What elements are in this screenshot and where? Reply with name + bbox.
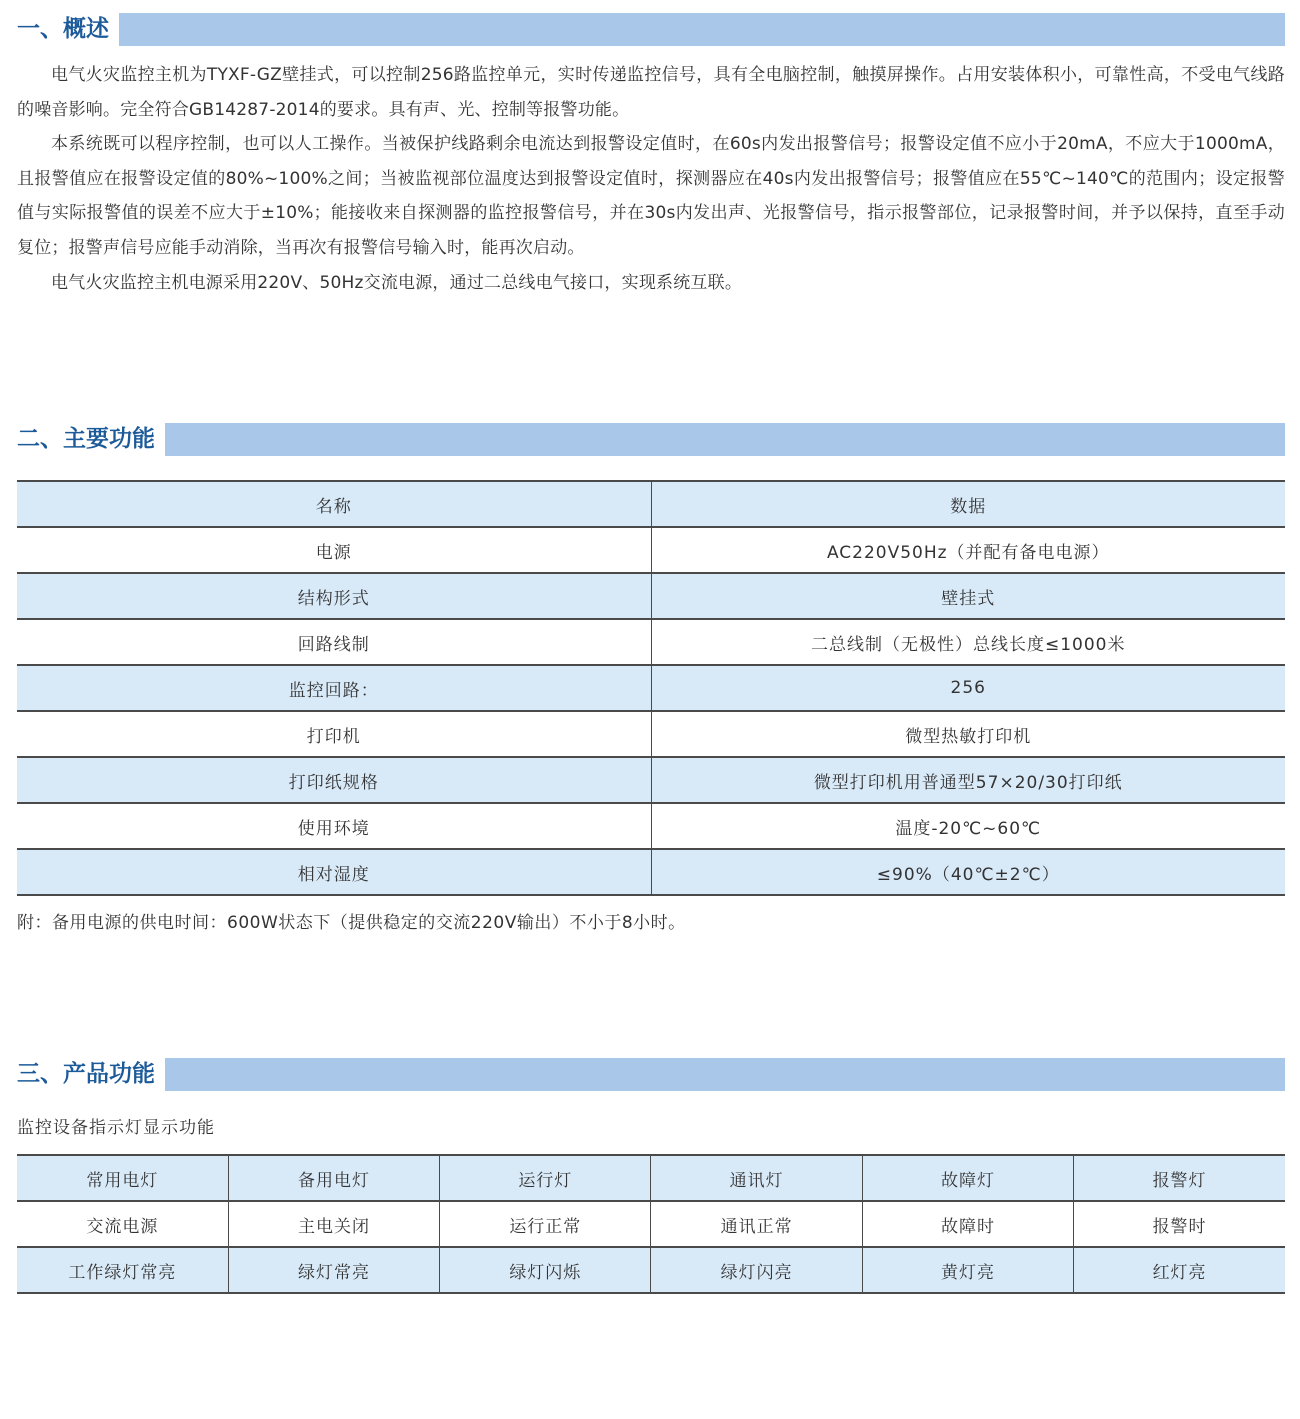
product-header [17,1057,1285,1091]
table-row [17,619,1285,665]
indicator-cell: 绿灯闪亮 [651,1247,862,1293]
indicator-cell: 通讯正常 [651,1201,862,1247]
spec-value-cell: 壁挂式 [651,573,1285,619]
spec-value-cell: 微型打印机用普通型57×20/30打印纸 [651,757,1285,803]
indicator-header-row [17,1155,1285,1201]
functions-header [17,422,1285,456]
indicator-cell: 交流电源 [17,1201,228,1247]
overview-body [17,58,1285,300]
spec-name-cell: 回路线制 [17,619,651,665]
indicator-cell: 报警灯 [1074,1155,1285,1201]
spec-table [17,480,1285,896]
backup-power-note: 附：备用电源的供电时间：600W状态下（提供稳定的交流220V输出）不小于8小时。 [17,913,686,933]
table-row [17,527,1285,573]
indicator-cell: 运行正常 [440,1201,651,1247]
spec-name-cell: 相对湿度 [17,849,651,895]
overview-paragraph: 本系统既可以程序控制，也可以人工操作。当被保护线路剩余电流达到报警设定值时，在60s内发出报警信号；报警设定值不应小于20mA，不应大于1000mA，且报警值应在报警设定值的80%~100%之间；当被监视部位温度达到报警设定值时，探测器应在40s内发出报警信号；报警值应在55℃~140℃的范围内；设定报警值与实际报警值的误差不应大于±10%；能接收来自探测器的监控报警信号，并在30s内发出声、光报警信号，指示报警部位，记录报警时间，并予以保持，直至手动复位；报警声信号应能手动消除，当再次有报警信号输入时，能再次启动。 [17,134,1285,258]
spec-value-cell: 256 [651,665,1285,711]
indicator-cell: 绿灯闪烁 [440,1247,651,1293]
indicator-cell: 常用电灯 [17,1155,228,1201]
table-row [17,757,1285,803]
indicator-cell: 运行灯 [440,1155,651,1201]
table-row [17,1247,1285,1293]
indicator-cell: 故障时 [862,1201,1073,1247]
functions-title-bar [165,423,1285,456]
indicator-cell: 主电关闭 [228,1201,439,1247]
table-row [17,849,1285,895]
indicator-cell: 红灯亮 [1074,1247,1285,1293]
spec-name-cell: 打印机 [17,711,651,757]
indicator-cell: 黄灯亮 [862,1247,1073,1293]
overview-section [17,12,1285,300]
indicator-subtitle: 监控设备指示灯显示功能 [17,1118,215,1138]
overview-title-bar [119,13,1285,46]
spec-value-cell: ≤90%（40℃±2℃） [651,849,1285,895]
spec-name-cell: 结构形式 [17,573,651,619]
spec-table-header-row [17,481,1285,527]
table-row [17,803,1285,849]
overview-header [17,12,1285,46]
functions-title: 二、主要功能 [17,426,155,452]
table-row [17,711,1285,757]
spec-value-cell: 温度-20℃~60℃ [651,803,1285,849]
spec-value-cell: 微型热敏打印机 [651,711,1285,757]
indicator-table [17,1154,1285,1294]
indicator-cell: 绿灯常亮 [228,1247,439,1293]
product-title: 三、产品功能 [17,1061,155,1087]
overview-paragraph: 电气火灾监控主机为TYXF-GZ壁挂式，可以控制256路监控单元，实时传递监控信号，具有全电脑控制，触摸屏操作。占用安装体积小，可靠性高，不受电气线路的噪音影响。完全符合GB14287-2014的要求。具有声、光、控制等报警功能。 [17,65,1285,120]
indicator-cell: 通讯灯 [651,1155,862,1201]
spec-name-cell: 打印纸规格 [17,757,651,803]
spec-name-cell: 监控回路： [17,665,651,711]
indicator-cell: 故障灯 [862,1155,1073,1201]
spec-header-name: 名称 [17,481,651,527]
overview-paragraph: 电气火灾监控主机电源采用220V、50Hz交流电源，通过二总线电气接口，实现系统互联。 [51,272,743,293]
spec-value-cell: AC220V50Hz（并配有备电电源） [651,527,1285,573]
spec-name-cell: 使用环境 [17,803,651,849]
indicator-cell: 报警时 [1074,1201,1285,1247]
indicator-cell: 备用电灯 [228,1155,439,1201]
spec-header-value: 数据 [651,481,1285,527]
indicator-cell: 工作绿灯常亮 [17,1247,228,1293]
product-section [17,1057,1285,1294]
table-row [17,573,1285,619]
table-row [17,1201,1285,1247]
spec-name-cell: 电源 [17,527,651,573]
overview-title: 一、概述 [17,16,109,42]
functions-section [17,422,1285,933]
table-row [17,665,1285,711]
spec-value-cell: 二总线制（无极性）总线长度≤1000米 [651,619,1285,665]
product-title-bar [165,1058,1285,1091]
